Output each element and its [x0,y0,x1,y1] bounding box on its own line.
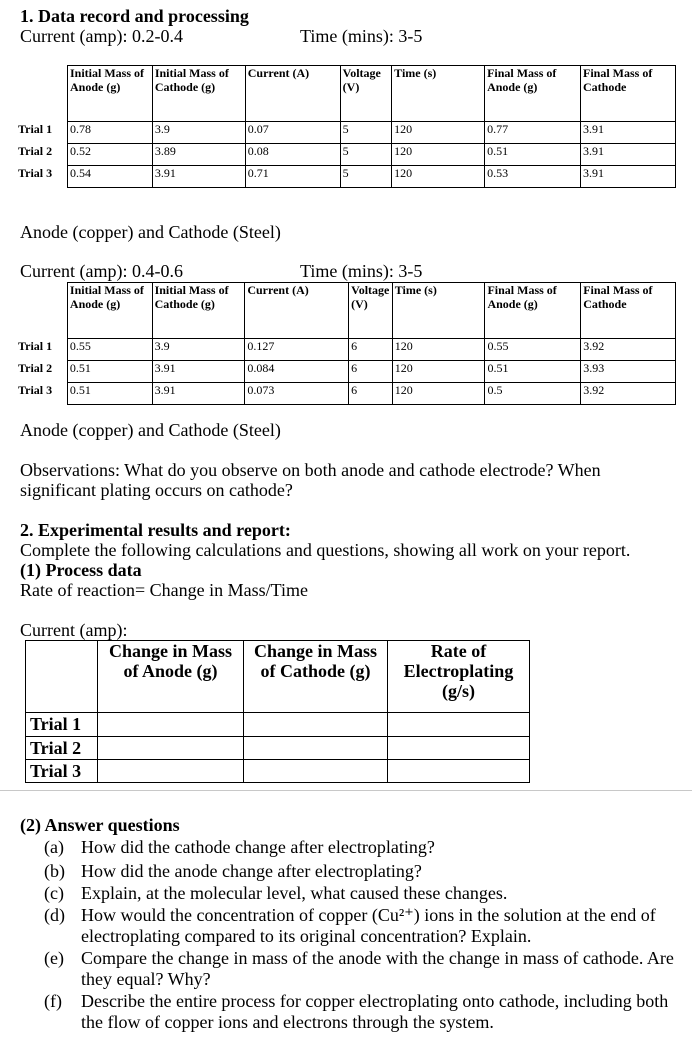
question-item [44,991,689,1033]
table-cell: 0.51 [485,361,581,383]
table-header-cell: Current (A) [245,283,349,339]
table-cell: 0.5 [485,383,581,405]
table-row [16,166,676,188]
answer-cell[interactable] [98,737,244,760]
table-cell: 0.51 [67,361,152,383]
table-cell: 3.91 [152,383,245,405]
question-label: (e) [44,948,64,968]
table-cell: 0.71 [245,166,340,188]
table-cell: 3.93 [581,361,676,383]
table-header-cell: Rate of Electroplating (g/s) [388,641,530,713]
row-label: Trial 1 [16,339,67,361]
table-cell: 120 [392,361,485,383]
table-cell: 0.54 [68,166,153,188]
table-cell: 6 [349,361,393,383]
current-range-1: Current (amp): 0.2-0.4 [20,26,183,46]
row-label: Trial 2 [26,737,98,760]
question-label: (c) [44,883,64,903]
time-range-1: Time (mins): 3-5 [300,26,423,46]
table-header-cell: Final Mass of Anode (g) [485,283,581,339]
table-cell: 0.55 [67,339,152,361]
question-item [44,837,689,858]
question-item [44,883,689,904]
table-row [16,339,676,361]
table-row [26,737,530,760]
answer-cell[interactable] [244,737,388,760]
table-row [16,361,676,383]
table-cell: 3.91 [581,166,676,188]
table-header-cell: Initial Mass of Anode (g) [67,283,152,339]
table-cell: 0.08 [245,144,340,166]
table-header-cell: Initial Mass of Cathode (g) [152,66,245,122]
table-row [16,144,676,166]
question-text: How did the cathode change after electroplating? [81,837,435,857]
answer-cell[interactable] [388,737,530,760]
table-cell: 0.51 [67,383,152,405]
answer-cell[interactable] [388,713,530,737]
answer-cell[interactable] [244,760,388,783]
table-header-row [26,641,530,713]
table-cell: 0.52 [68,144,153,166]
table-header-cell: Time (s) [392,283,485,339]
table-cell: 0.53 [485,166,581,188]
rate-formula: Rate of reaction= Change in Mass/Time [20,580,308,600]
question-text: Compare the change in mass of the anode with the change in mass of cathode. Are they equal? Why? [81,948,674,989]
current-label: Current (amp): [20,620,128,640]
table-header-cell: Voltage (V) [349,283,393,339]
table-header-cell: Final Mass of Cathode [581,283,676,339]
row-label: Trial 2 [16,361,67,383]
table-cell: 120 [392,166,485,188]
question-text: How did the anode change after electroplating? [81,861,422,881]
table-header-cell: Initial Mass of Anode (g) [68,66,153,122]
table-header-row [16,283,676,339]
question-text: Describe the entire process for copper electroplating onto cathode, including both the flow of copper ions and electrons through the system. [81,991,669,1032]
table-header-row [16,66,676,122]
table-cell: 0.127 [245,339,349,361]
table-cell: 0.07 [245,122,340,144]
row-label: Trial 3 [26,760,98,783]
table-cell: 5 [340,122,392,144]
table-header-cell: Change in Mass of Cathode (g) [244,641,388,713]
row-label: Trial 3 [16,166,68,188]
table-header-cell: Initial Mass of Cathode (g) [152,283,245,339]
calculation-table [25,640,530,783]
table-cell: 0.77 [485,122,581,144]
section2-title: 2. Experimental results and report: [20,520,291,540]
table-cell: 120 [392,383,485,405]
table-header-cell: Time (s) [392,66,485,122]
table-cell: 0.073 [245,383,349,405]
row-label: Trial 3 [16,383,67,405]
question-label: (d) [44,905,65,925]
question-label: (f) [44,991,62,1011]
table-cell: 120 [392,144,485,166]
answer-cell[interactable] [388,760,530,783]
question-label: (b) [44,861,65,881]
table-cell: 120 [392,122,485,144]
table-cell: 3.89 [152,144,245,166]
table-cell: 6 [349,339,393,361]
electrodes-note-1: Anode (copper) and Cathode (Steel) [20,222,281,242]
time-range-2: Time (mins): 3-5 [300,261,423,281]
table-cell: 3.91 [581,122,676,144]
table-header-cell: Final Mass of Anode (g) [485,66,581,122]
table-cell: 6 [349,383,393,405]
observations-prompt: Observations: What do you observe on both anode and cathode electrode? When significant plating occurs on cathode? [20,460,601,500]
question-text: How would the concentration of copper (Cu²⁺) ions in the solution at the end of electroplating compared to its original concentration? Explain. [81,905,656,946]
question-item [44,861,689,882]
row-label: Trial 1 [26,713,98,737]
table-cell: 0.084 [245,361,349,383]
answer-questions-heading: (2) Answer questions [20,815,180,835]
row-label: Trial 1 [16,122,68,144]
current-range-2: Current (amp): 0.4-0.6 [20,261,183,281]
table-cell: 3.91 [581,144,676,166]
table-row [26,760,530,783]
table-cell: 0.55 [485,339,581,361]
page-divider [0,790,692,791]
table-header-cell: Voltage (V) [340,66,392,122]
table-cell: 3.91 [152,166,245,188]
table-row [16,383,676,405]
table-header-cell: Final Mass of Cathode [581,66,676,122]
question-label: (a) [44,837,64,857]
question-item [44,948,689,990]
table-header-cell: Current (A) [245,66,340,122]
process-data-heading: (1) Process data [20,560,142,580]
data-table-2 [16,282,676,405]
table-row [26,713,530,737]
table-cell: 5 [340,144,392,166]
answer-cell[interactable] [98,760,244,783]
table-header-cell: Change in Mass of Anode (g) [98,641,244,713]
table-cell: 3.92 [581,339,676,361]
table-cell: 120 [392,339,485,361]
table-row [16,122,676,144]
table-cell: 3.92 [581,383,676,405]
section2-intro: Complete the following calculations and questions, showing all work on your report. [20,540,631,560]
table-cell: 3.9 [152,122,245,144]
table-cell: 0.78 [68,122,153,144]
table-cell: 5 [340,166,392,188]
row-label: Trial 2 [16,144,68,166]
electrodes-note-2: Anode (copper) and Cathode (Steel) [20,420,281,440]
section1-title: 1. Data record and processing [20,6,249,26]
data-table-1 [16,65,676,188]
question-text: Explain, at the molecular level, what caused these changes. [81,883,508,903]
table-cell: 3.91 [152,361,245,383]
table-cell: 0.51 [485,144,581,166]
table-cell: 3.9 [152,339,245,361]
question-item [44,905,689,947]
answer-cell[interactable] [98,713,244,737]
answer-cell[interactable] [244,713,388,737]
